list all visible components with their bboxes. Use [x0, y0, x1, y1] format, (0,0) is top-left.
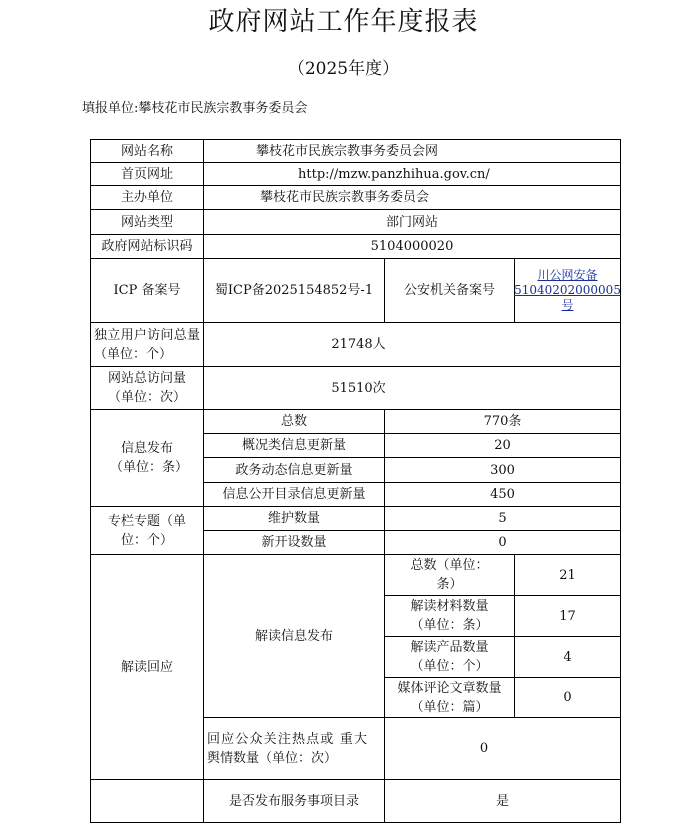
- value-service-catalog: 是: [384, 779, 621, 823]
- value-total-visits: 51510次: [203, 366, 621, 410]
- value-interpret-materials: 17: [514, 595, 621, 637]
- label-catalog-updates: 信息公开目录信息更新量: [203, 482, 385, 507]
- report-title: 政府网站工作年度报表: [208, 7, 479, 37]
- value-affairs-updates: 300: [384, 457, 621, 483]
- filling-unit: 填报单位:攀枝花市民族宗教事务委员会: [82, 101, 308, 116]
- label-unique-visitors: 独立用户访问总量（单位：个）: [90, 322, 204, 367]
- label-info-total: 总数: [203, 409, 385, 434]
- label-info-publish: 信息发布（单位：条）: [90, 409, 204, 507]
- label-police-record: 公安机关备案号: [384, 258, 515, 323]
- value-new-count: 0: [384, 530, 621, 555]
- value-maintain-count: 5: [384, 506, 621, 531]
- label-interpret-respond: 解读回应: [90, 554, 204, 780]
- service-blank-cell: [90, 779, 204, 823]
- label-special-columns: 专栏专题（单位：个）: [90, 506, 204, 555]
- label-interpret-products: 解读产品数量（单位：个）: [384, 636, 515, 678]
- label-interpret-materials: 解读材料数量（单位：条）: [384, 595, 515, 637]
- label-site-type: 网站类型: [90, 209, 204, 235]
- value-info-total: 770条: [384, 409, 621, 434]
- value-site-type: 部门网站: [203, 209, 621, 235]
- label-media-articles: 媒体评论文章数量（单位：篇）: [384, 677, 515, 718]
- value-police-record[interactable]: [514, 258, 621, 323]
- label-affairs-updates: 政务动态信息更新量: [203, 457, 385, 483]
- police-record-link[interactable]: 川公网安备 51040202000005号: [514, 268, 621, 312]
- label-icp: ICP 备案号: [90, 258, 204, 323]
- value-site-code: 5104000020: [203, 234, 621, 259]
- value-home-url: http://mzw.panzhihua.gov.cn/: [203, 162, 621, 186]
- value-site-name: 攀枝花市民族宗教事务委员会网: [203, 139, 621, 163]
- label-maintain-count: 维护数量: [203, 506, 385, 531]
- label-site-name: 网站名称: [90, 139, 204, 163]
- label-overview-updates: 概况类信息更新量: [203, 433, 385, 458]
- label-total-visits: 网站总访问量（单位：次）: [90, 366, 204, 410]
- value-interpret-total: 21: [514, 554, 621, 596]
- label-host-unit: 主办单位: [90, 185, 204, 210]
- value-host-unit: 攀枝花市民族宗教事务委员会: [203, 185, 621, 210]
- value-icp: 蜀ICP备2025154852号-1: [203, 258, 385, 323]
- value-interpret-products: 4: [514, 636, 621, 678]
- label-interpret-total: 总数（单位：条）: [384, 554, 515, 596]
- label-new-count: 新开设数量: [203, 530, 385, 555]
- label-interpret-publish: 解读信息发布: [203, 554, 385, 718]
- report-year: （2025年度）: [287, 59, 400, 79]
- value-catalog-updates: 450: [384, 482, 621, 507]
- value-hotspot-responses: 0: [384, 717, 621, 780]
- value-unique-visitors: 21748人: [203, 322, 621, 367]
- label-hotspot-responses: 回应公众关注热点或 重大舆情数量（单位：次）: [203, 717, 385, 780]
- label-home-url: 首页网址: [90, 162, 204, 186]
- label-site-code: 政府网站标识码: [90, 234, 204, 259]
- label-service-catalog: 是否发布服务事项目录: [203, 779, 385, 823]
- value-media-articles: 0: [514, 677, 621, 718]
- value-overview-updates: 20: [384, 433, 621, 458]
